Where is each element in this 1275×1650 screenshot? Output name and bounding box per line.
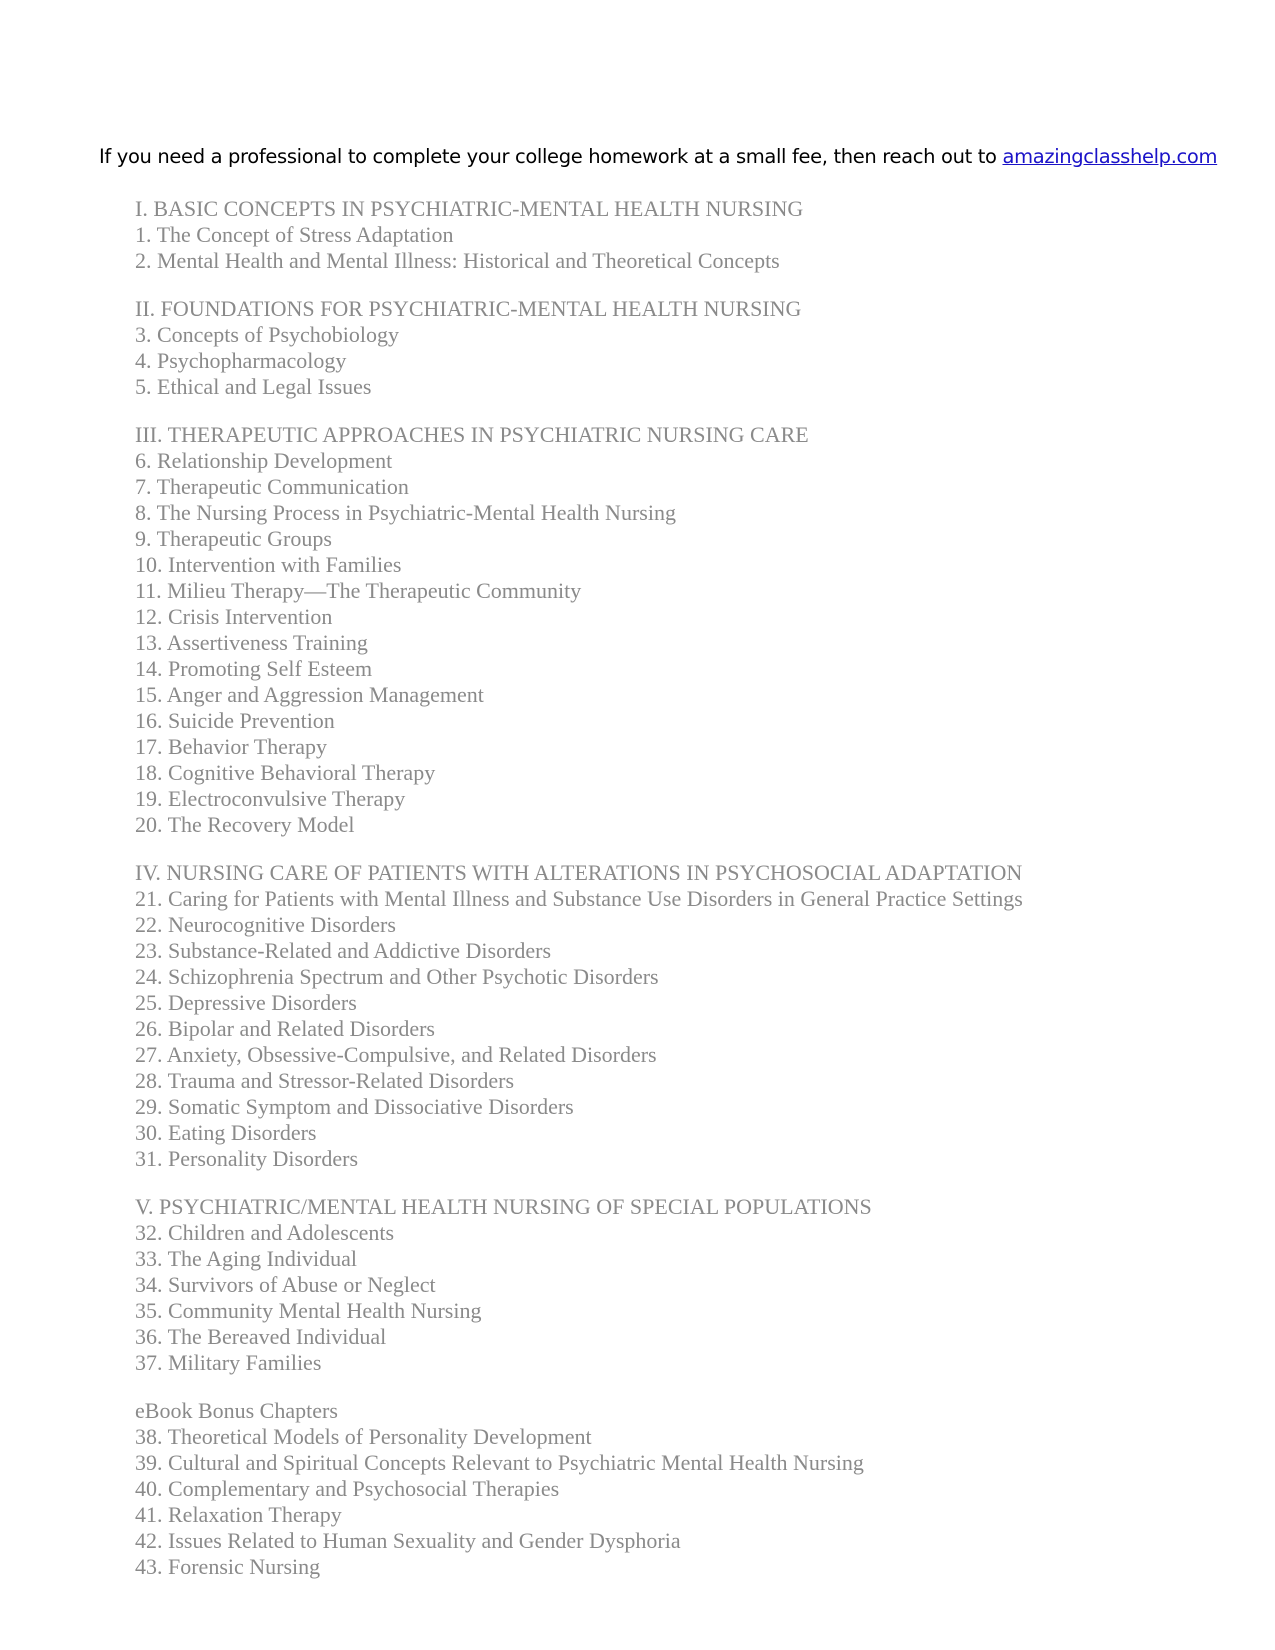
chapter-item: 23. Substance-Related and Addictive Disorders	[135, 938, 552, 963]
chapter-item: 4. Psychopharmacology	[135, 348, 347, 373]
chapter-item: 28. Trauma and Stressor-Related Disorders	[135, 1068, 515, 1093]
chapter-item: 26. Bipolar and Related Disorders	[135, 1016, 435, 1041]
chapter-item: 41. Relaxation Therapy	[135, 1502, 342, 1527]
chapter-item: 9. Therapeutic Groups	[135, 526, 332, 551]
chapter-item: 37. Military Families	[135, 1350, 322, 1375]
chapter-item: 7. Therapeutic Communication	[135, 474, 409, 499]
chapter-item: 17. Behavior Therapy	[135, 734, 328, 759]
toc-section	[135, 1398, 1245, 1580]
chapter-item: 32. Children and Adolescents	[135, 1220, 395, 1245]
table-of-contents	[135, 196, 1245, 1602]
chapter-item: 6. Relationship Development	[135, 448, 393, 473]
chapter-item: 15. Anger and Aggression Management	[135, 682, 484, 707]
chapter-item: 18. Cognitive Behavioral Therapy	[135, 760, 436, 785]
chapter-item: 27. Anxiety, Obsessive-Compulsive, and Related Disorders	[135, 1042, 657, 1067]
chapter-item: 20. The Recovery Model	[135, 812, 355, 837]
toc-section	[135, 196, 1245, 274]
chapter-item: 16. Suicide Prevention	[135, 708, 335, 733]
chapter-item: 24. Schizophrenia Spectrum and Other Psychotic Disorders	[135, 964, 659, 989]
toc-section	[135, 296, 1245, 400]
chapter-item: 19. Electroconvulsive Therapy	[135, 786, 406, 811]
section-heading: eBook Bonus Chapters	[135, 1398, 338, 1423]
chapter-item: 21. Caring for Patients with Mental Illness and Substance Use Disorders in General Practice Settings	[135, 886, 1023, 911]
promo-line	[99, 145, 1217, 168]
chapter-item: 25. Depressive Disorders	[135, 990, 357, 1015]
chapter-item: 43. Forensic Nursing	[135, 1554, 321, 1579]
chapter-item: 22. Neurocognitive Disorders	[135, 912, 396, 937]
chapter-item: 10. Intervention with Families	[135, 552, 402, 577]
toc-section	[135, 1194, 1245, 1376]
chapter-item: 35. Community Mental Health Nursing	[135, 1298, 482, 1323]
chapter-item: 8. The Nursing Process in Psychiatric-Mental Health Nursing	[135, 500, 676, 525]
chapter-item: 3. Concepts of Psychobiology	[135, 322, 399, 347]
chapter-item: 31. Personality Disorders	[135, 1146, 359, 1171]
chapter-item: 40. Complementary and Psychosocial Therapies	[135, 1476, 560, 1501]
chapter-item: 34. Survivors of Abuse or Neglect	[135, 1272, 436, 1297]
chapter-item: 30. Eating Disorders	[135, 1120, 317, 1145]
chapter-item: 33. The Aging Individual	[135, 1246, 358, 1271]
chapter-item: 36. The Bereaved Individual	[135, 1324, 387, 1349]
chapter-item: 42. Issues Related to Human Sexuality and Gender Dysphoria	[135, 1528, 681, 1553]
section-heading: I. BASIC CONCEPTS IN PSYCHIATRIC-MENTAL HEALTH NURSING	[135, 196, 804, 221]
section-heading: II. FOUNDATIONS FOR PSYCHIATRIC-MENTAL HEALTH NURSING	[135, 296, 802, 321]
chapter-item: 14. Promoting Self Esteem	[135, 656, 373, 681]
chapter-item: 12. Crisis Intervention	[135, 604, 333, 629]
toc-section	[135, 422, 1245, 838]
chapter-item: 2. Mental Health and Mental Illness: Historical and Theoretical Concepts	[135, 248, 780, 273]
toc-section	[135, 860, 1245, 1172]
promo-text: If you need a professional to complete your college homework at a small fee, then reach out to	[99, 145, 1003, 168]
chapter-item: 13. Assertiveness Training	[135, 630, 368, 655]
chapter-item: 5. Ethical and Legal Issues	[135, 374, 372, 399]
section-heading: IV. NURSING CARE OF PATIENTS WITH ALTERATIONS IN PSYCHOSOCIAL ADAPTATION	[135, 860, 1023, 885]
chapter-item: 29. Somatic Symptom and Dissociative Disorders	[135, 1094, 574, 1119]
promo-link[interactable]: amazingclasshelp.com	[1002, 145, 1218, 168]
chapter-item: 1. The Concept of Stress Adaptation	[135, 222, 454, 247]
chapter-item: 11. Milieu Therapy—The Therapeutic Community	[135, 578, 582, 603]
section-heading: III. THERAPEUTIC APPROACHES IN PSYCHIATRIC NURSING CARE	[135, 422, 809, 447]
chapter-item: 39. Cultural and Spiritual Concepts Relevant to Psychiatric Mental Health Nursing	[135, 1450, 864, 1475]
section-heading: V. PSYCHIATRIC/MENTAL HEALTH NURSING OF SPECIAL POPULATIONS	[135, 1194, 872, 1219]
chapter-item: 38. Theoretical Models of Personality Development	[135, 1424, 592, 1449]
